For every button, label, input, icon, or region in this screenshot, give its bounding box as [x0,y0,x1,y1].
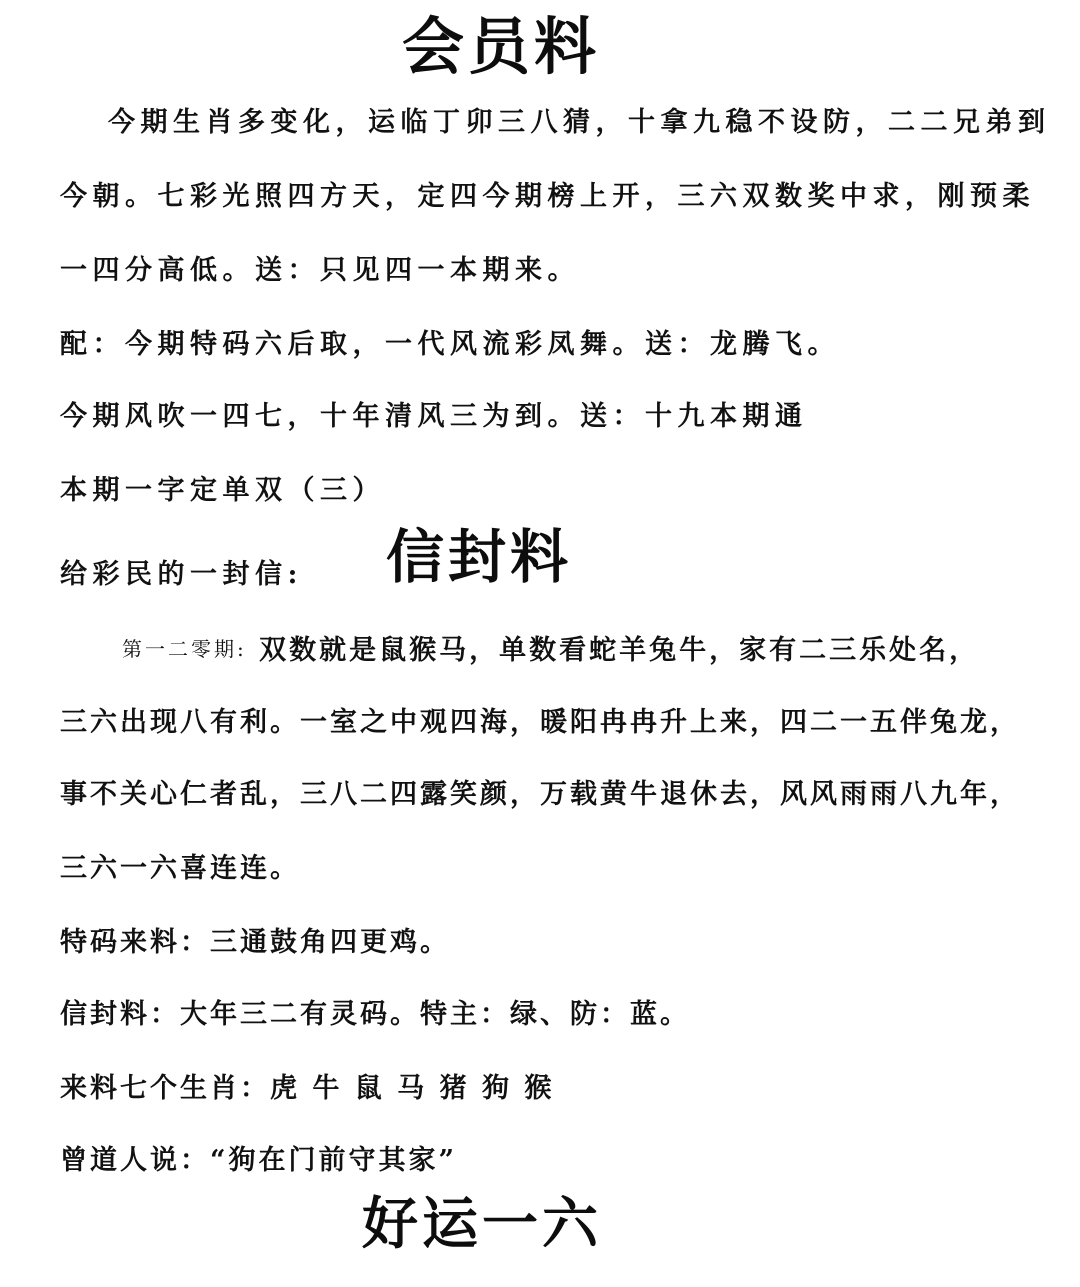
letter-line: 三六一六喜连连。 [60,853,300,884]
text-line: 今期风吹一四七，十年清风三为到。送：十九本期通 [60,401,808,432]
text-line: 配：今期特码六后取，一代风流彩凤舞。送：龙腾飞。 [60,329,840,360]
letter-line-first [122,632,979,668]
letter-line-text: 双数就是鼠猴马，单数看蛇羊兔牛，家有二三乐处名， [259,635,980,666]
text-line: 一四分高低。送：只见四一本期来。 [60,255,580,286]
issue-label: 第一二零期: [122,637,247,661]
letter-line: 三六出现八有利。一室之中观四海，暖阳冉冉升上来，四二一五伴兔龙， [60,707,1020,738]
envelope-title: 信封料 [386,523,573,591]
text-line: 今期生肖多变化，运临丁卯三八猜，十拿九稳不设防，二二兄弟到 [108,107,1051,138]
text-line: 信封料：大年三二有灵码。特主：绿、防：蓝。 [60,999,690,1030]
text-line: 曾道人说：“狗在门前守其家” [60,1145,458,1176]
text-line: 来料七个生肖：虎 牛 鼠 马 猪 狗 猴 [60,1073,555,1104]
member-title: 会员料 [402,10,601,83]
luck-title: 好运一六 [362,1191,602,1257]
text-line: 本期一字定单双（三） [60,475,385,506]
letter-lead-text: 给彩民的一封信: [60,559,303,590]
text-line: 特码来料：三通鼓角四更鸡。 [60,927,450,958]
letter-lead [60,558,303,592]
letter-line: 事不关心仁者乱，三八二四露笑颜，万载黄牛退休去，风风雨雨八九年， [60,779,1020,810]
text-line: 今朝。七彩光照四方天，定四今期榜上开，三六双数奖中求，刚预柔 [60,181,1035,212]
